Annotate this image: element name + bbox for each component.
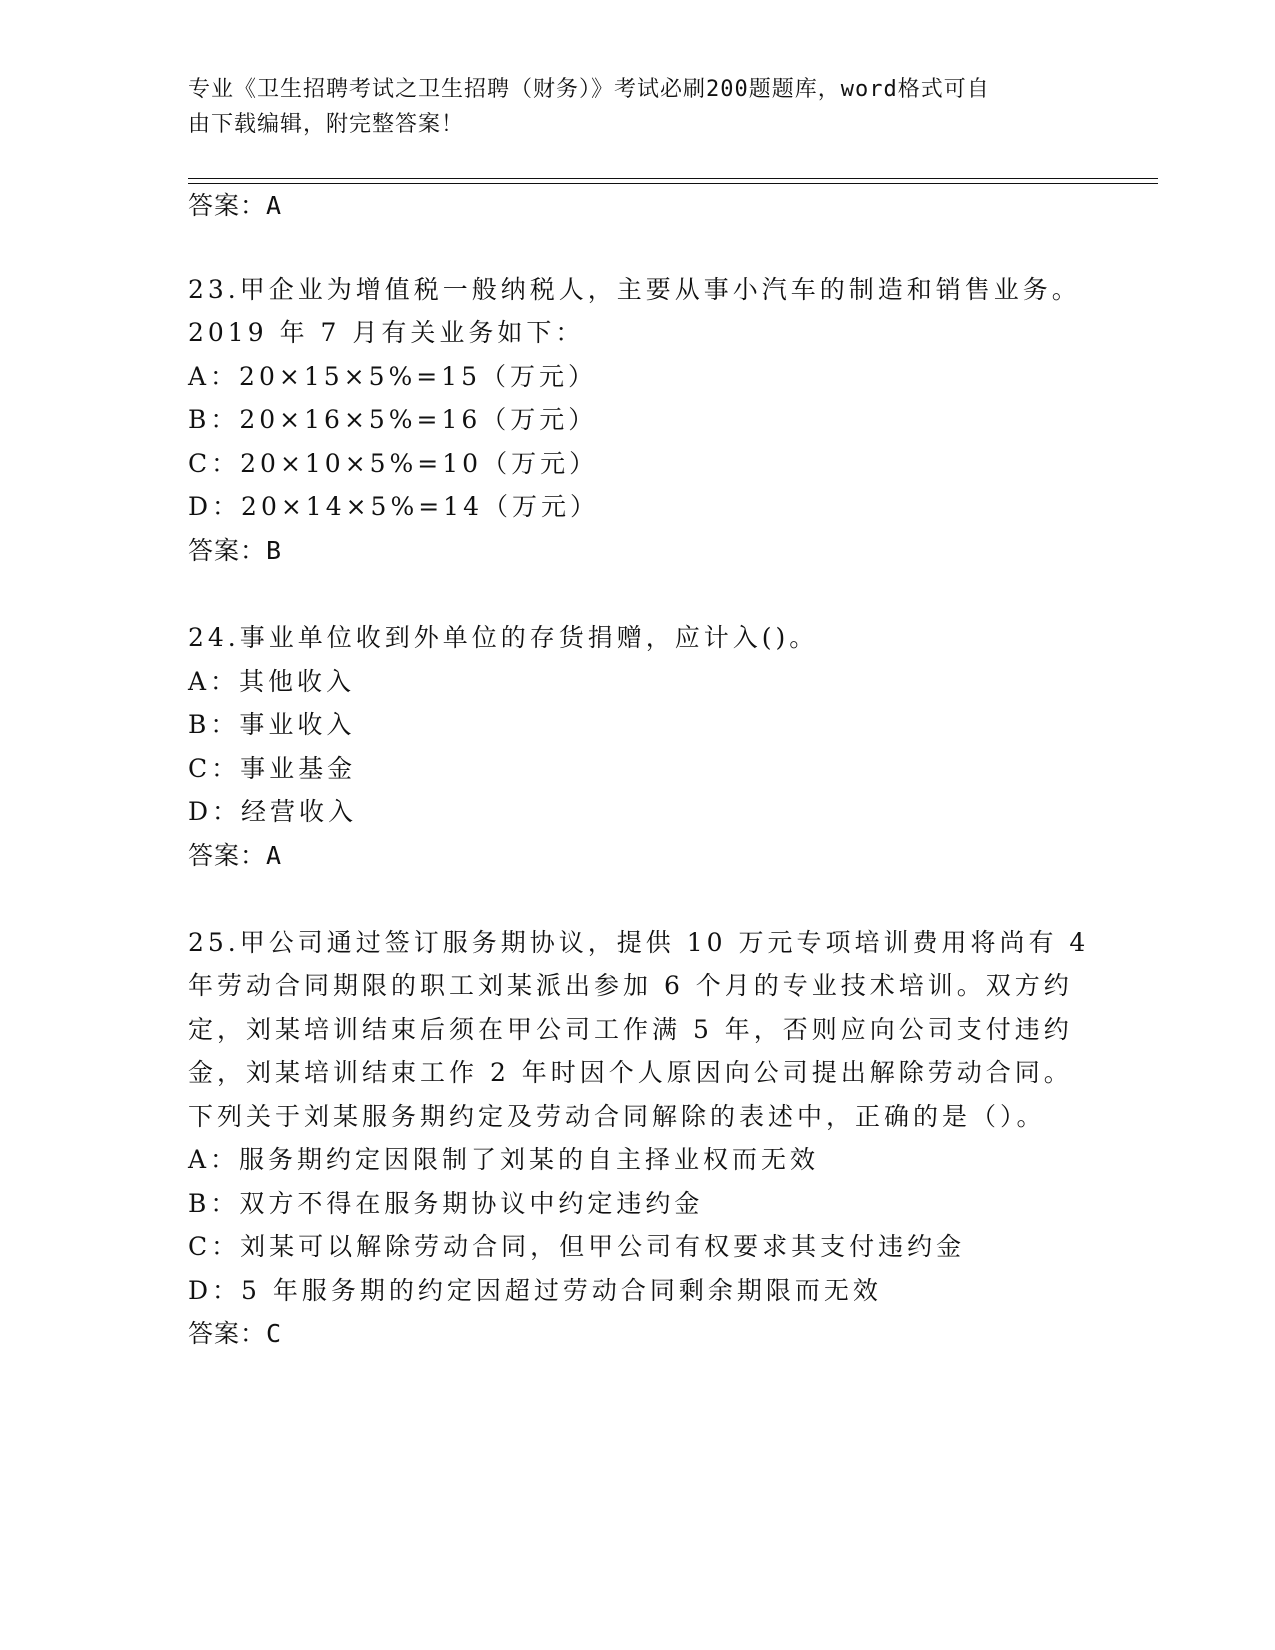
question-25-stem-line-2: 年劳动合同期限的职工刘某派出参加 6 个月的专业技术培训。双方约 bbox=[188, 971, 1073, 1000]
question-23-answer bbox=[188, 533, 282, 569]
question-25-option-d: D：5 年服务期的约定因超过劳动合同剩余期限而无效 bbox=[188, 1276, 882, 1305]
answer-label: 答案： bbox=[188, 1319, 267, 1348]
question-23-stem-line-2: 2019 年 7 月有关业务如下： bbox=[188, 318, 585, 347]
question-24-stem-line-1: 24.事业单位收到外单位的存货捐赠，应计入()。 bbox=[188, 623, 819, 652]
question-25-stem-line-3: 定，刘某培训结束后须在甲公司工作满 5 年，否则应向公司支付违约 bbox=[188, 1015, 1073, 1044]
answer-value: B bbox=[266, 536, 283, 565]
question-25-stem-line-5: 下列关于刘某服务期约定及劳动合同解除的表述中，正确的是（）。 bbox=[188, 1102, 1046, 1131]
question-23-option-a: A：20×15×5%=15（万元） bbox=[188, 362, 597, 391]
question-25-stem-line-1: 25.甲公司通过签订服务期协议，提供 10 万元专项培训费用将尚有 4 bbox=[188, 928, 1090, 957]
answer-value: C bbox=[266, 1319, 283, 1348]
question-23-option-d: D：20×14×5%=14（万元） bbox=[188, 492, 599, 521]
question-25-option-c: C：刘某可以解除劳动合同，但甲公司有权要求其支付违约金 bbox=[188, 1232, 966, 1261]
question-24-answer bbox=[188, 838, 282, 874]
question-23-option-b: B：20×16×5%=16（万元） bbox=[188, 405, 598, 434]
question-24-option-a: A：其他收入 bbox=[188, 667, 356, 696]
header-line-1: 专业《卫生招聘考试之卫生招聘（财务）》考试必刷200题题库，word格式可自 bbox=[188, 77, 990, 102]
header-divider-bottom bbox=[188, 183, 1158, 184]
answer-label: 答案： bbox=[188, 536, 267, 565]
question-25-answer bbox=[188, 1316, 282, 1352]
question-23-stem-line-1: 23.甲企业为增值税一般纳税人，主要从事小汽车的制造和销售业务。 bbox=[188, 275, 1081, 304]
answer-value: A bbox=[266, 841, 283, 870]
question-24-option-d: D：经营收入 bbox=[188, 797, 358, 826]
question-24-option-c: C：事业基金 bbox=[188, 754, 357, 783]
answer-value: A bbox=[266, 191, 283, 220]
answer-label: 答案： bbox=[188, 191, 267, 220]
header-line-2: 由下载编辑，附完整答案！ bbox=[188, 112, 465, 137]
answer-line-prev bbox=[188, 188, 282, 224]
question-23-option-c: C：20×10×5%=10（万元） bbox=[188, 449, 599, 478]
document-header bbox=[188, 72, 1078, 142]
question-25-stem-line-4: 金，刘某培训结束工作 2 年时因个人原因向公司提出解除劳动合同。 bbox=[188, 1058, 1073, 1087]
question-25-option-a: A：服务期约定因限制了刘某的自主择业权而无效 bbox=[188, 1145, 820, 1174]
header-divider-top bbox=[188, 178, 1158, 179]
answer-label: 答案： bbox=[188, 841, 267, 870]
question-25-option-b: B：双方不得在服务期协议中约定违约金 bbox=[188, 1189, 704, 1218]
question-24-option-b: B：事业收入 bbox=[188, 710, 356, 739]
